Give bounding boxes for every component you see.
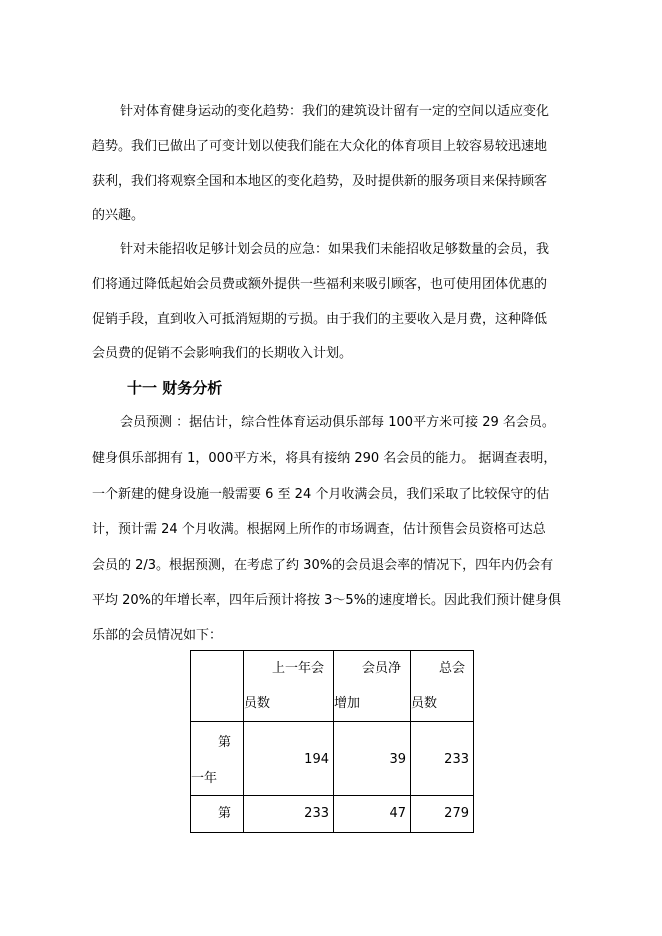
- text-line: 针对未能招收足够计划会员的应急：如果我们未能招收足够数量的会员，我: [120, 242, 550, 257]
- net-increase-value: 39: [389, 752, 406, 767]
- text-line: 计，预计需 24 个月收满。根据网上所作的市场调查，估计预售会员资格可达总: [92, 522, 546, 537]
- text-line: 会员的 2/3。根据预测，在考虑了约 30%的会员退会率的情况下，四年内仍会有: [92, 558, 554, 573]
- header-text: 员数: [244, 696, 271, 711]
- text-line: 针对体育健身运动的变化趋势：我们的建筑设计留有一定的空间以适应变化: [120, 104, 550, 119]
- row-label-text: 第: [218, 735, 232, 750]
- header-text: 员数: [411, 696, 438, 711]
- total-members-value: 233: [444, 752, 469, 767]
- table-row: [191, 796, 474, 833]
- text-line: 趋势。我们已做出了可变计划以使我们能在大众化的体育项目上较容易较迅速地: [92, 139, 548, 154]
- table-header-cell: [411, 651, 474, 722]
- total-members-value: 279: [444, 806, 469, 821]
- text-line: 会员费的促销不会影响我们的长期收入计划。: [92, 346, 353, 361]
- row-label-text: 第: [218, 806, 232, 821]
- text-line: 一个新建的健身设施一般需要 6 至 24 个月收满会员，我们采取了比较保守的估: [92, 487, 550, 502]
- header-text: 会员净: [362, 661, 402, 676]
- row-label-cell: [191, 722, 244, 796]
- text-line: 乐部的会员情况如下：: [92, 628, 223, 643]
- table-header-row: [191, 651, 474, 722]
- table-cell: [334, 722, 411, 796]
- table-cell: [244, 796, 334, 833]
- text-line: 们将通过降低起始会员费或额外提供一些福利来吸引顾客，也可使用团体优惠的: [92, 277, 548, 292]
- table-header-cell: [191, 651, 244, 722]
- row-label-text: 一年: [191, 771, 218, 786]
- header-text: 总会: [439, 661, 466, 676]
- table-cell: [411, 796, 474, 833]
- text-line: 的兴趣。: [92, 208, 145, 223]
- text-line: 平均 20%的年增长率，四年后预计将按 3～5%的速度增长。因此我们预计健身俱: [92, 593, 562, 608]
- header-text: 上一年会: [272, 661, 325, 676]
- net-increase-value: 47: [389, 806, 406, 821]
- text-line: 获利，我们将观察全国和本地区的变化趋势，及时提供新的服务项目来保持顾客: [92, 174, 548, 189]
- text-line: 促销手段，直到收入可抵消短期的亏损。由于我们的主要收入是月费，这种降低: [92, 312, 548, 327]
- text-line: 会员预测 ：据估计，综合性体育运动俱乐部每 100平方米可接 29 名会员。: [120, 415, 555, 430]
- prev-members-value: 233: [304, 806, 329, 821]
- prev-members-value: 194: [304, 752, 329, 767]
- header-text: 增加: [334, 696, 361, 711]
- table-cell: [411, 722, 474, 796]
- text-line: 健身俱乐部拥有 1，000平方米，将具有接纳 290 名会员的能力。 据调查表明，: [92, 451, 557, 466]
- table-header-cell: [244, 651, 334, 722]
- section-heading: 十一 财务分析: [127, 379, 223, 397]
- table-header-cell: [334, 651, 411, 722]
- row-label-cell: [191, 796, 244, 833]
- table-cell: [334, 796, 411, 833]
- table-cell: [244, 722, 334, 796]
- table-row: [191, 722, 474, 796]
- membership-table: [190, 650, 474, 833]
